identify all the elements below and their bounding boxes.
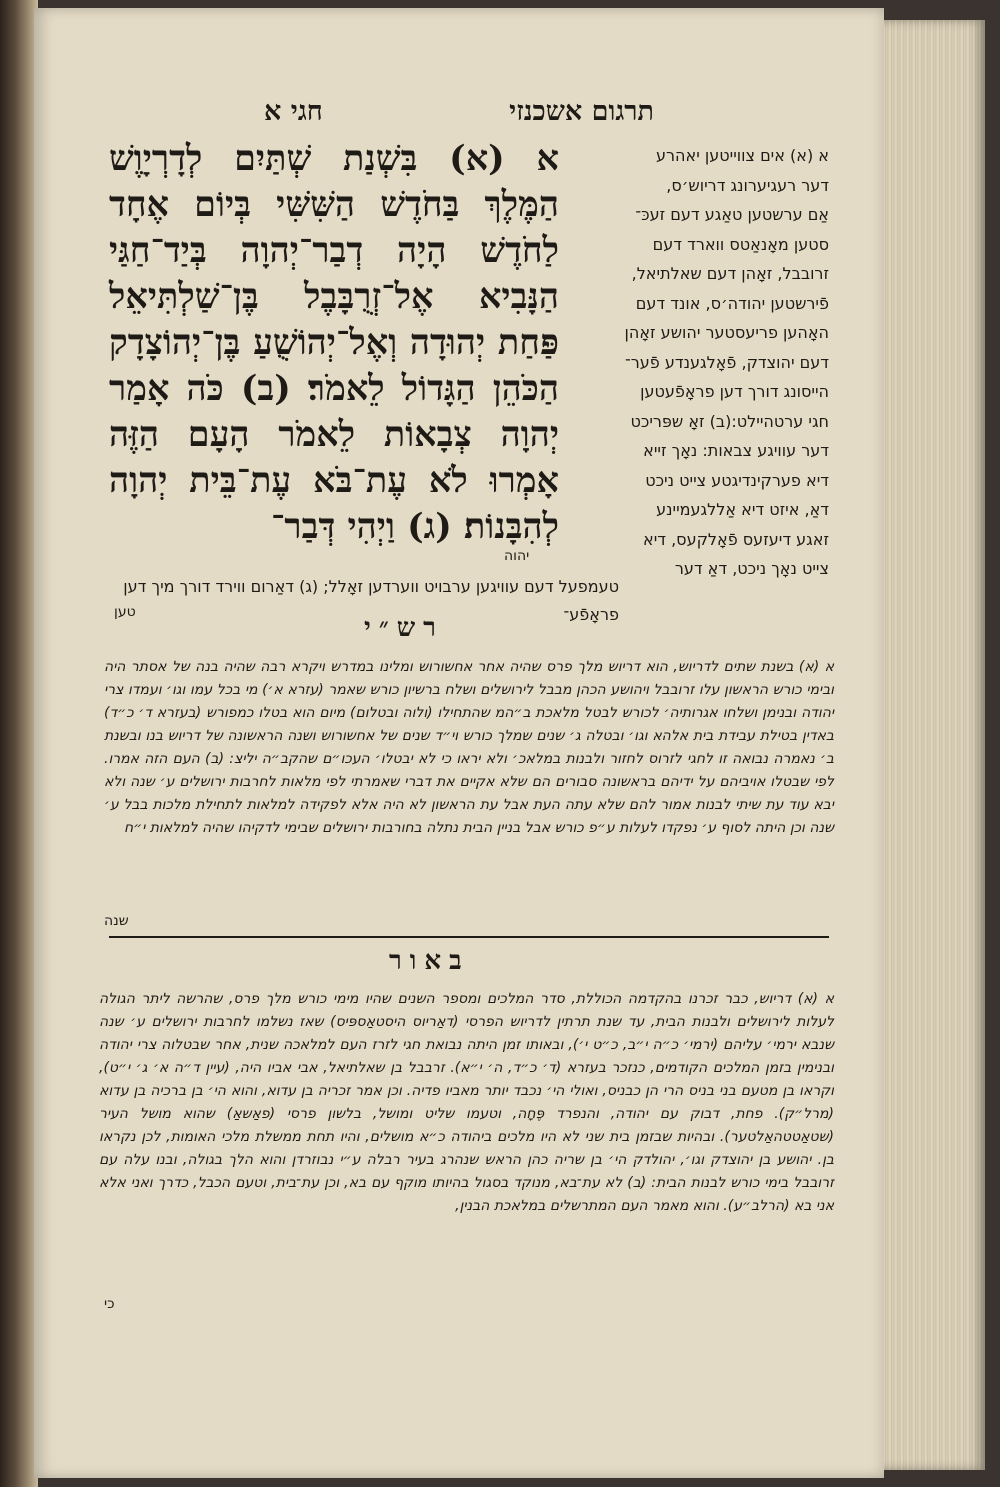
left-page-edge — [0, 0, 38, 1487]
hebrew-column-header: חגי א — [264, 96, 323, 127]
targum-line: הייסונג דורך דען פראָפֿעטען — [640, 382, 829, 401]
biur-commentary: א (א) דריוש, כבר זכרנו בהקדמה הכוללת, סדר המלכים ומספר השנים שהיו מימי כורש מלך פרס, שהרשה ליתר הגולה לעלות לירושלים ולבנות הבית, עד שנת תרתין לדריוש הפרסי (דאַריוס היסטאַספּיס) שאז נשלמו לחרבות ירושלים ע׳ שנה שנבא ירמי׳ עליהם (ירמי׳ כ״ה י״ב, כ״ט י׳), ובאותו זמן היתה נבואת חגי לזרז העם למלאכה שנית, אחר שבטלוה צרי יהודה ובנימין בזמן המלכים הקודמים, כנזכר בעזרא (ד׳ כ״ד, ה׳ י״א). זרבבל בן שאלתיאל, אבי אביו היה, (עיין ד״ה א׳ ג׳ י״ט), וקראו בן מטעם בני בניס הרי הן כבניס, ואולי הי׳ נכבד יותר מאביו פדיה. וכן אמר זכריה בן עדוא, והוא הי׳ בן ברכיה בן עדוא (מרל״ק). פחת, דבוק עם יהודה, והנפרד פֶּחָה, וטעמו שליט ומושל, בלשון פרסי (פאַשאַ) שהוא מושל העיר (שטאַטטהאַלטער). ובהיות שבזמן בית שני לא היו מלכים ביהודה כ״א מושלים, והיו תחת ממשלת מלכי האומות, לכן נקראו בן. יהושע בן יהוצדק וגו׳, יהולדק הי׳ בן שריה כהן הראש שנהרג בעיר רבלה ע״י נבוזרדן והוא הלך בגולה, ובנו עלה עם זרובבל בימי כורש לבנות הבית: (ב) לא עת־בא, מנוקד בסגול בהיותו מוקף עם בא, וכן עת־בית, וטעם הכבל, כדרך ואני אלא אני בא (הרלב״ע). והוא מאמר העם המתרשלים במלאכת הבנין, — [99, 991, 834, 1214]
book-page — [34, 8, 884, 1478]
targum-line: סטען מאָנאַטס ווארד דעם — [652, 234, 829, 254]
targum-line: זאגע דיעזעס פֿאָלקעס, דיא — [643, 529, 829, 549]
targum-line: זרובבל, זאָהן דעם שאלתיאל, — [631, 264, 829, 283]
targum-line: א (א) אים צווייטען יאהרע — [656, 146, 829, 165]
section-divider — [109, 936, 829, 938]
targum-line: דעם יהוצדק, פֿאָלגענדע פֿער־ — [624, 352, 829, 372]
page-fore-edge — [880, 20, 985, 1470]
biur-title: באור — [389, 946, 470, 976]
targum-line: האָהען פריעסטער יהושע זאָהן — [624, 323, 829, 342]
targum-line: פֿירשטען יהודה׳ס, אונד דעם — [635, 293, 829, 313]
rashi-catchword: שנה — [104, 913, 129, 929]
rashi-commentary: א (א) בשנת שתים לדריוש, הוא דריוש מלך פרס שהיה אחר אחשורוש ומלינו במדרש ויקרא רבה שהיה בנה של אסתר היה ובימי כורש הראשון עלו זרובבל ויהושע הכהן מבבל לירושלים ושלח ברשיון כורש שאמר (עזרא א׳) מי בכל עמו וגו׳ ועמדו צרי יהודה ובנימן ושלחו אגרותיה׳ לכורש לבטל מלאכת ב״המ שהתחילו (ולוה ובטלום) מיום הוא בטלו כמפורש (בעזרא ד׳ כ״ד) באדין בטילת עבידת בית אלהא וגו׳ ובטלה ג׳ שנים שמלך כורש וי״ד שנים של אחשורוש ושנה הראשונה של דריוש בנו ובשנת ב׳ נאמרה נבואה זו לחגי לזרוס לחזור ולבנות במלאכ׳ ולא יראו כי לא יבטלו׳ העכו״ם שהקב״ה יליצ: (ב) העם הזה אמרו. לפי שבטלו אויביהם על ידיהם בראשונה סבורים הם שלא אקיים את דברי שאמרתי לפי מלאות לחרבות ירושלים ע׳ שנה ולא יבא עוד עת שיתי לבנות אמור להם שלא עתה העת אבל עת הראשון לא היה אלא לפקידה למלאות לתחילת מלכות בבל ע׳ שנה וכן היתה לסוף ע׳ נפקדו לעלות ע״פ כורש אבל בניין הבית נתלה בחורבות ירושלים שבימי לדקיהו שהיה למלאות י״ח — [104, 659, 834, 836]
targum-column-header: תרגום אשכנזי — [509, 96, 654, 127]
targum-catchword: טען — [114, 604, 136, 620]
targum-line: דער רעגיערונג דריוש׳ס, — [666, 175, 829, 195]
targum-line: דיא פערקינדיגטע צייט ניכט — [645, 470, 829, 490]
hebrew-verse-text: א (א) בִּשְׁנַת שְׁתַּיִם לְדָרְיָוֶשׁ הַמֶּלֶךְ בַּחֹדֶשׁ הַשִּׁשִּׁי בְּיוֹם אֶחָד לַחֹדֶשׁ הָיָה דְבַר־יְהוָה בְּיַד־חַגַּי הַנָּבִיא אֶל־זְרֻבָּבֶל בֶּן־שַׁלְתִּיאֵל פַּחַת יְהוּדָה וְאֶל־יְהוֹשֻׁעַ בֶּן־יְהוֹצָדָק הַכֹּהֵן הַגָּדוֹל לֵאמֹר׃ (ב) כֹּה אָמַר יְהוָה צְבָאוֹת לֵאמֹר הָעָם הַזֶּה אָמְרוּ לֹא עֶת־בֹּא עֶת־בֵּית יְהוָה לְהִבָּנוֹת׃ (ג) וַיְהִי דְּבַר־ — [109, 138, 559, 547]
targum-line: צייט נאָך ניכט, דאַ דער — [674, 559, 829, 578]
targum-line: דער עוויגע צבאות: נאָך זייא — [643, 441, 829, 460]
hebrew-catchword: יהוה — [504, 548, 530, 564]
targum-line: אַם ערשטען טאַגע דעם זעכּ־ — [635, 205, 829, 224]
rashi-title: רש״י — [364, 613, 444, 643]
targum-line: חגי ערטהיילט:(ב) זאָ שפּריכט — [630, 411, 829, 431]
biur-catchword: כי — [104, 1296, 115, 1312]
targum-line: דאַ, איזט דיא אַללגעמיינע — [656, 500, 829, 519]
targum-continuation: טעמפעל דעם עוויגען ערבויט ווערדען זאָלל; (ג) דאַרום ווירד דורך מיך דען פראָפֿע־ — [123, 577, 619, 624]
targum-translation — [544, 141, 829, 584]
